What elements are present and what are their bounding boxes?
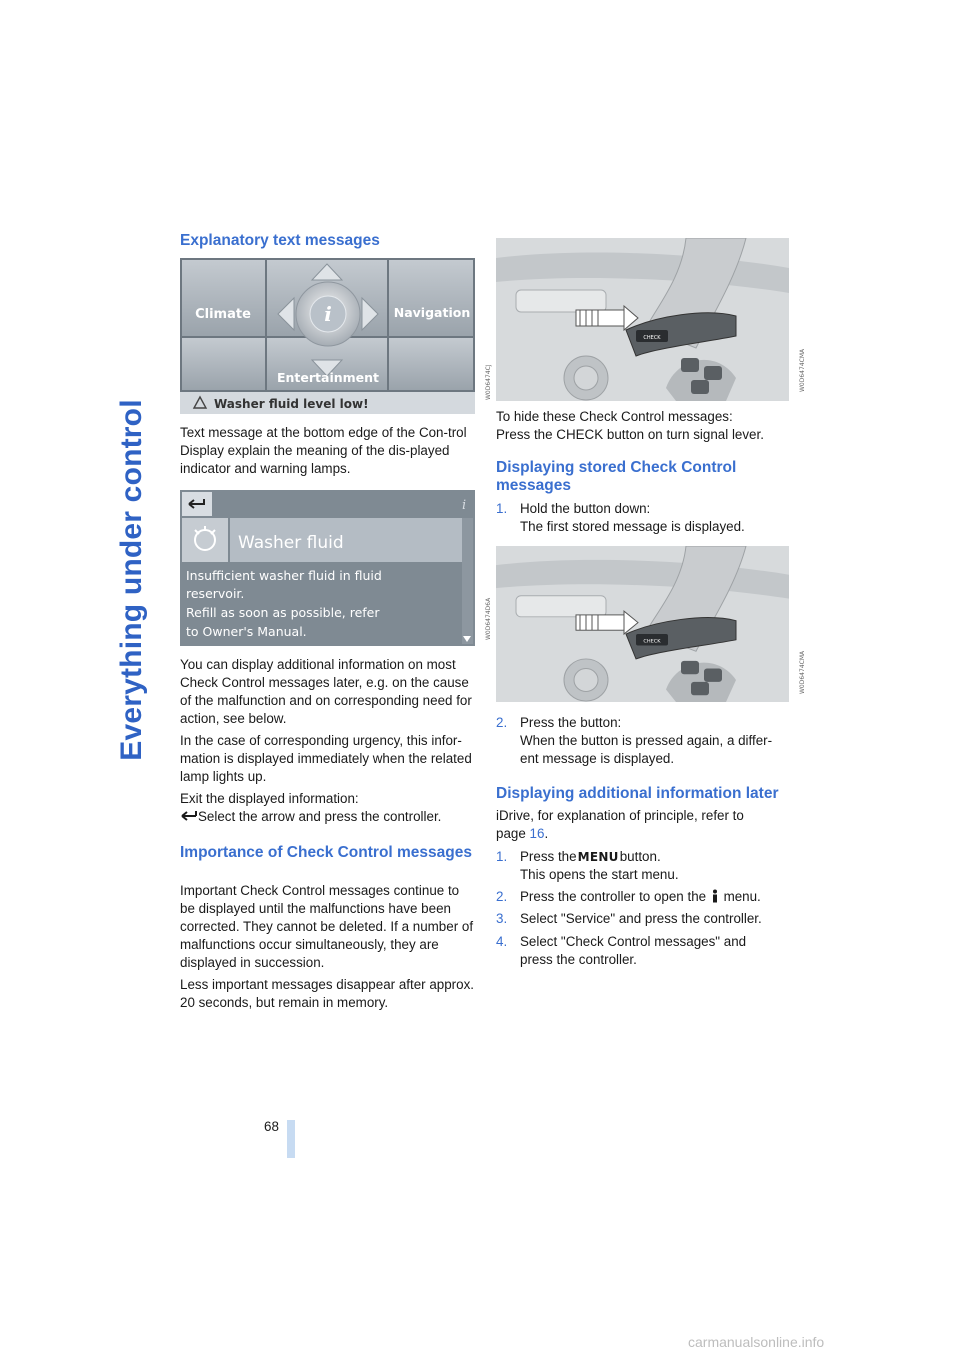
page-number: 68 (264, 1119, 279, 1134)
idrive-menu-figure (180, 258, 475, 414)
step-text: This opens the start menu. (520, 867, 679, 882)
page-link[interactable]: 16 (529, 826, 545, 841)
step-text: When the button is pressed again, a differ-ent message is displayed. (520, 733, 773, 766)
list-item (496, 933, 791, 969)
detail-line: Refill as soon as possible, refer (186, 605, 380, 620)
list-number: 2. (496, 715, 508, 730)
section-tab (112, 230, 152, 930)
svg-text:i: i (324, 302, 332, 326)
step-text: Press the button: (520, 715, 622, 730)
list-item (496, 714, 791, 768)
step-text: Press the controller to open the (520, 889, 707, 904)
text: page (496, 826, 526, 841)
detail-line: to Owner's Manual. (186, 624, 307, 639)
list-number: 1. (496, 501, 508, 516)
step-text: Select "Check Control messages" and (520, 934, 747, 949)
heading-stored-messages: Displaying stored Check Control messages (496, 459, 737, 494)
step-text: The first stored message is displayed. (520, 519, 745, 534)
instruction-text: Select the arrow and press the controller. (198, 809, 442, 824)
back-arrow-icon (180, 810, 198, 822)
section-title: Everything under control (115, 399, 149, 761)
list-number: 2. (496, 889, 508, 904)
paragraph: Less important messages disappear after approx. 20 seconds, but remain in memory. (180, 977, 475, 1010)
paragraph: Exit the displayed information: (180, 791, 359, 806)
paragraph: You can display additional information on most Check Control messages later, e.g. on the cause of the malfunction and on corresponding need for action, see below. (180, 657, 472, 726)
step-text: menu. (723, 889, 761, 904)
heading-importance: Importance of Check Control messages (180, 844, 472, 861)
list-item (496, 888, 791, 906)
list-number: 1. (496, 849, 508, 864)
paragraph: iDrive, for explanation of principle, refer to (496, 808, 744, 823)
heading-explanatory-text: Explanatory text messages (180, 232, 380, 249)
list-item (496, 500, 791, 536)
step-text: Hold the button down: (520, 501, 651, 516)
washer-fluid-detail-figure (180, 490, 475, 646)
image-code: W0D6474CJ (485, 364, 492, 400)
heading-additional-info: Displaying additional information later (496, 785, 779, 802)
step-text: button. (619, 849, 661, 864)
warning-message: Washer fluid level low! (214, 397, 369, 411)
check-button-lever-figure (496, 546, 789, 702)
check-button-lever-figure (496, 238, 789, 401)
menu-climate: Climate (195, 307, 251, 322)
step-text: Press the (520, 849, 577, 864)
menu-navigation: Navigation (393, 305, 471, 320)
detail-title: Washer fluid (238, 533, 344, 553)
list-item (496, 848, 791, 884)
page-marker-bar (287, 1120, 295, 1158)
image-code: W0D6474D6A (485, 597, 492, 640)
list-number: 3. (496, 911, 508, 926)
paragraph: Press the CHECK button on turn signal lever. (496, 427, 764, 442)
text: . (544, 826, 549, 841)
check-label: CHECK (643, 638, 661, 645)
paragraph (180, 808, 475, 826)
paragraph (496, 825, 791, 843)
list-item (496, 910, 791, 928)
image-code: W0D6474CMA (799, 650, 806, 694)
check-label: CHECK (643, 335, 661, 341)
info-i-icon (710, 889, 720, 903)
menu-entertainment: Entertainment (276, 370, 380, 385)
step-text: Select "Service" and press the controller. (520, 911, 762, 926)
paragraph: Text message at the bottom edge of the Con-trol Display explain the meaning of the dis-played indicator and warning lamps. (180, 425, 467, 476)
info-icon: i (462, 498, 467, 513)
menu-button-icon: MENU (577, 850, 619, 864)
detail-line: Insufficient washer fluid in fluid (186, 568, 382, 583)
detail-line: reservoir. (186, 586, 245, 601)
paragraph: To hide these Check Control messages: (496, 409, 733, 424)
image-code: W0D6474CMA (799, 348, 806, 392)
watermark: carmanualsonline.info (688, 1334, 825, 1350)
paragraph: In the case of corresponding urgency, this infor-mation is displayed immediately when the related lamp lights up. (180, 733, 472, 784)
step-text: press the controller. (520, 952, 637, 967)
paragraph: Important Check Control messages continue to be displayed until the malfunctions have been corrected. They cannot be deleted. If a number of malfunctions occur simultaneously, they are displayed in succession. (180, 883, 474, 970)
list-number: 4. (496, 934, 508, 949)
